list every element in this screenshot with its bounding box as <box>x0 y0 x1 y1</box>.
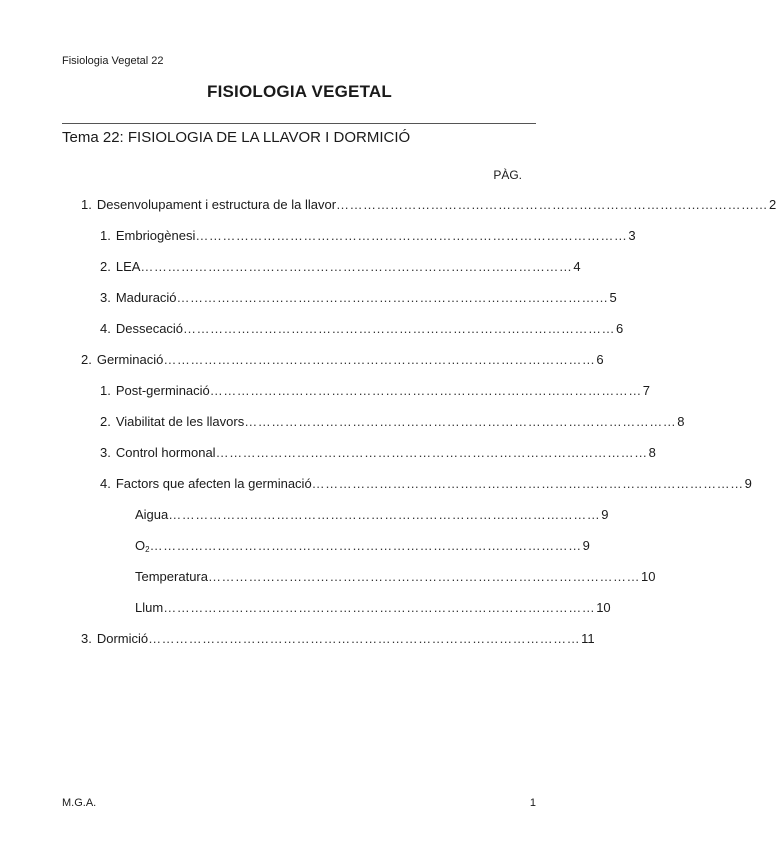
leader-dots: …………………………………………………………………………………… <box>195 228 628 243</box>
toc-entry-page: 3 <box>628 228 636 243</box>
toc-entry-label: Embriogènesi <box>115 228 196 243</box>
toc-entry-page: 11 <box>581 631 595 646</box>
running-header: Fisiologia Vegetal 22 <box>62 55 164 67</box>
toc-entry-number: 1. <box>81 197 92 212</box>
leader-dots: …………………………………………………………………………………… <box>176 290 609 305</box>
toc-entry-label: Post-germinació <box>115 383 210 398</box>
toc-entry-number: 4. <box>100 476 111 491</box>
document-title: FISIOLOGIA VEGETAL <box>207 82 392 101</box>
toc-entry-page: 6 <box>596 352 604 367</box>
toc-entry-label: Temperatura <box>135 569 208 584</box>
toc-entry-number: 3. <box>100 290 111 305</box>
toc-entry[interactable] <box>100 445 656 463</box>
toc-entry-page: 8 <box>677 414 685 429</box>
toc-entry[interactable] <box>100 414 685 432</box>
toc-entry-label: Llum <box>135 600 164 615</box>
toc-entry[interactable] <box>81 197 776 215</box>
toc-entry-label <box>135 538 150 554</box>
toc-entry[interactable] <box>135 538 590 556</box>
toc-entry-page: 9 <box>582 538 590 553</box>
toc-entry-label: Aigua <box>135 507 169 522</box>
leader-dots: …………………………………………………………………………………… <box>215 445 648 460</box>
toc-entry-label: Dormició <box>96 631 149 646</box>
leader-dots: …………………………………………………………………………………… <box>149 538 582 553</box>
toc-entry-label: Control hormonal <box>115 445 216 460</box>
leader-dots: …………………………………………………………………………………… <box>244 414 677 429</box>
toc-entry-page: 6 <box>616 321 624 336</box>
toc-entry-page: 9 <box>601 507 609 522</box>
title-divider <box>62 123 536 124</box>
leader-dots: …………………………………………………………………………………… <box>140 259 573 274</box>
leader-dots: …………………………………………………………………………………… <box>163 600 596 615</box>
toc-entry-page: 10 <box>640 569 656 584</box>
page-column-label: PÀG. <box>493 168 522 182</box>
leader-dots: …………………………………………………………………………………… <box>183 321 616 336</box>
toc-entry-label: Germinació <box>96 352 164 367</box>
toc-entry-page: 5 <box>609 290 617 305</box>
toc-entry-number: 3. <box>100 445 111 460</box>
toc-entry-label: Factors que afecten la germinació <box>115 476 312 491</box>
toc-entry[interactable] <box>81 631 595 649</box>
toc-entry-page: 7 <box>642 383 651 398</box>
toc-entry-page: 2 <box>769 197 776 212</box>
leader-dots: …………………………………………………………………………………… <box>163 352 596 367</box>
footer-author: M.G.A. <box>62 797 97 809</box>
toc-entry-label: Viabilitat de les llavors <box>115 414 245 429</box>
formula-symbol: O <box>135 538 146 553</box>
toc-entry-page: 9 <box>744 476 752 491</box>
toc-entry[interactable] <box>81 352 604 370</box>
toc-entry[interactable] <box>100 321 624 339</box>
toc-entry[interactable] <box>135 569 656 587</box>
leader-dots: …………………………………………………………………………………… <box>168 507 601 522</box>
toc-entry[interactable] <box>100 290 617 308</box>
formula-subscript: 2 <box>145 545 150 554</box>
toc-entry-label: Maduració <box>115 290 177 305</box>
toc-entry-page: 4 <box>573 259 581 274</box>
toc-entry-number: 3. <box>81 631 92 646</box>
toc-entry-number: 2. <box>100 259 111 274</box>
toc-entry[interactable] <box>135 507 609 525</box>
toc-entry[interactable] <box>100 383 651 401</box>
toc-entry-label: Dessecació <box>115 321 184 336</box>
toc-entry[interactable] <box>100 476 752 494</box>
toc-entry-label: LEA <box>115 259 141 274</box>
toc-entry[interactable] <box>135 600 611 618</box>
toc-entry-page: 10 <box>596 600 611 615</box>
toc-entry-number: 1. <box>100 228 111 243</box>
leader-dots: …………………………………………………………………………………… <box>311 476 744 491</box>
leader-dots: …………………………………………………………………………………… <box>336 197 769 212</box>
leader-dots: …………………………………………………………………………………… <box>207 569 640 584</box>
toc-entry-number: 4. <box>100 321 111 336</box>
toc-entry[interactable] <box>100 259 581 277</box>
toc-entry[interactable] <box>100 228 636 246</box>
toc-entry-label: Desenvolupament i estructura de la llavor <box>96 197 337 212</box>
toc-entry-number: 2. <box>100 414 111 429</box>
toc-entry-page: 8 <box>648 445 656 460</box>
chapter-subtitle: Tema 22: FISIOLOGIA DE LA LLAVOR I DORMICIÓ <box>62 129 411 146</box>
toc-entry-number: 2. <box>81 352 92 367</box>
leader-dots: …………………………………………………………………………………… <box>209 383 642 398</box>
footer-page-number: 1 <box>529 797 536 809</box>
toc-entry-number: 1. <box>100 383 111 398</box>
leader-dots: …………………………………………………………………………………… <box>148 631 581 646</box>
